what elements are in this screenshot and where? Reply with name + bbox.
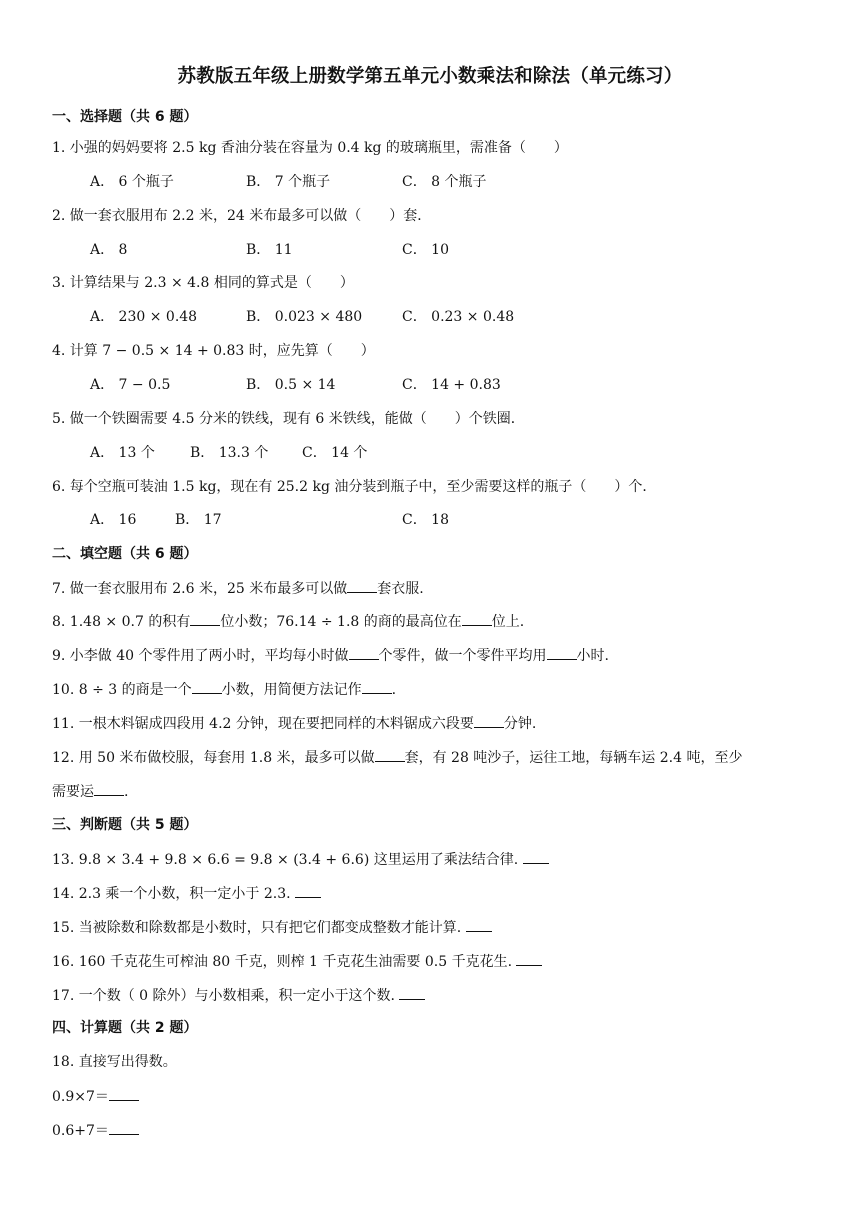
question-5: 5. 做一个铁圈需要 4.5 分米的铁线，现有 6 米铁线，能做（ ）个铁圈． (52, 411, 525, 427)
q7-text-2: 套衣服. (377, 581, 424, 597)
q6-option-b: B． 17 (175, 512, 222, 528)
question-9 (52, 645, 609, 666)
answer-blank (516, 951, 542, 966)
q6-option-a: A． 16 (90, 512, 137, 528)
question-10 (52, 679, 396, 700)
page-title: 苏教版五年级上册数学第五单元小数乘法和除法（单元练习） (177, 66, 683, 87)
q14-text: 14. 2.3 乘一个小数，积一定小于 2.3. (52, 886, 291, 902)
question-11 (52, 713, 536, 734)
question-15 (52, 917, 492, 938)
question-4: 4. 计算 7 − 0.5 × 14 + 0.83 时，应先算（ ） (52, 343, 375, 359)
answer-blank (462, 611, 492, 626)
question-14 (52, 883, 321, 904)
q5-option-a: A． 13 个 (90, 445, 155, 461)
q3-option-c: C． 0.23 × 0.48 (402, 309, 515, 325)
q9-text-3: 小时. (576, 648, 609, 664)
q10-text-3: . (391, 682, 397, 698)
answer-blank (190, 611, 220, 626)
q9-text-1: 9. 小李做 40 个零件用了两小时，平均每小时做 (52, 648, 349, 664)
question-12-line-2 (52, 781, 128, 802)
q2-option-a: A． 8 (90, 242, 128, 258)
q11-text-1: 11. 一根木料锯成四段用 4.2 分钟，现在要把同样的木料锯成六段要 (52, 716, 474, 732)
question-3: 3. 计算结果与 2.3 × 4.8 相同的算式是（ ） (52, 275, 354, 291)
q1-option-b: B． 7 个瓶子 (246, 174, 331, 190)
answer-blank (192, 679, 222, 694)
q12-text-2: 套，有 28 吨沙子，运往工地，每辆车运 2.4 吨，至少 (404, 750, 743, 766)
q11-text-2: 分钟. (503, 716, 537, 732)
q18-expression-2 (52, 1120, 139, 1141)
q8-text-3: 位上. (491, 614, 525, 630)
question-16 (52, 951, 542, 972)
q16-text: 16. 160 千克花生可榨油 80 千克，则榨 1 千克花生油需要 0.5 千克花生. (52, 954, 513, 970)
q5-option-c: C． 14 个 (302, 445, 368, 461)
q10-text-2: 小数，用简便方法记作 (221, 682, 362, 698)
answer-blank (362, 679, 392, 694)
q15-text: 15. 当被除数和除数都是小数时，只有把它们都变成整数才能计算. (52, 920, 462, 936)
question-1: 1. 小强的妈妈要将 2.5 kg 香油分装在容量为 0.4 kg 的玻璃瓶里，需准备（ ） (52, 140, 568, 156)
answer-blank (523, 849, 549, 864)
q3-option-b: B． 0.023 × 480 (246, 309, 363, 325)
q17-text: 17. 一个数（ 0 除外）与小数相乘，积一定小于这个数. (52, 988, 395, 1004)
question-7 (52, 578, 424, 599)
q12-text-1: 12. 用 50 米布做校服，每套用 1.8 米，最多可以做 (52, 750, 375, 766)
question-17 (52, 985, 425, 1006)
answer-blank (547, 645, 577, 660)
q9-text-2: 个零件，做一个零件平均用 (378, 648, 547, 664)
answer-blank (94, 781, 124, 796)
question-13 (52, 849, 549, 870)
section-heading-compute: 四、计算题（共 2 题） (52, 1020, 198, 1036)
answer-blank (399, 985, 425, 1000)
answer-blank (347, 578, 377, 593)
q1-option-c: C． 8 个瓶子 (402, 174, 487, 190)
question-8 (52, 611, 524, 632)
q12-text-3: 需要运 (52, 784, 94, 800)
answer-blank (109, 1120, 139, 1135)
q5-option-b: B． 13.3 个 (190, 445, 269, 461)
question-12-line-1 (52, 747, 742, 768)
question-18: 18. 直接写出得数。 (52, 1054, 177, 1070)
section-heading-judge: 三、判断题（共 5 题） (52, 817, 198, 833)
question-2: 2. 做一套衣服用布 2.2 米，24 米布最多可以做（ ）套． (52, 208, 432, 224)
q6-option-c: C． 18 (402, 512, 449, 528)
answer-blank (466, 917, 492, 932)
answer-blank (295, 883, 321, 898)
q18-expression-1 (52, 1086, 139, 1107)
q12-text-4: . (124, 784, 129, 800)
q1-option-a: A． 6 个瓶子 (90, 174, 174, 190)
section-heading-fill: 二、填空题（共 6 题） (52, 546, 198, 562)
answer-blank (109, 1086, 139, 1101)
q4-option-b: B． 0.5 × 14 (246, 377, 336, 393)
q8-text-2: 位小数；76.14 ÷ 1.8 的商的最高位在 (220, 614, 462, 630)
q13-text: 13. 9.8 × 3.4 + 9.8 × 6.6 = 9.8 × (3.4 + 6.6) 这里运用了乘法结合律. (52, 852, 519, 868)
q8-text-1: 8. 1.48 × 0.7 的积有 (52, 614, 191, 630)
answer-blank (375, 747, 405, 762)
q2-option-c: C． 10 (402, 242, 449, 258)
answer-blank (349, 645, 379, 660)
q4-option-c: C． 14 + 0.83 (402, 377, 501, 393)
q4-option-a: A． 7 − 0.5 (90, 377, 171, 393)
q2-option-b: B． 11 (246, 242, 293, 258)
question-6: 6. 每个空瓶可装油 1.5 kg，现在有 25.2 kg 油分装到瓶子中，至少需要这样的瓶子（ ）个． (52, 479, 657, 495)
q18-expr-1-text: 0.9×7＝ (52, 1089, 109, 1105)
q7-text-1: 7. 做一套衣服用布 2.6 米，25 米布最多可以做 (52, 581, 348, 597)
q10-text-1: 10. 8 ÷ 3 的商是一个 (52, 682, 192, 698)
q3-option-a: A． 230 × 0.48 (90, 309, 198, 325)
answer-blank (474, 713, 504, 728)
section-heading-choice: 一、选择题（共 6 题） (52, 109, 198, 125)
q18-expr-2-text: 0.6+7＝ (52, 1123, 109, 1139)
